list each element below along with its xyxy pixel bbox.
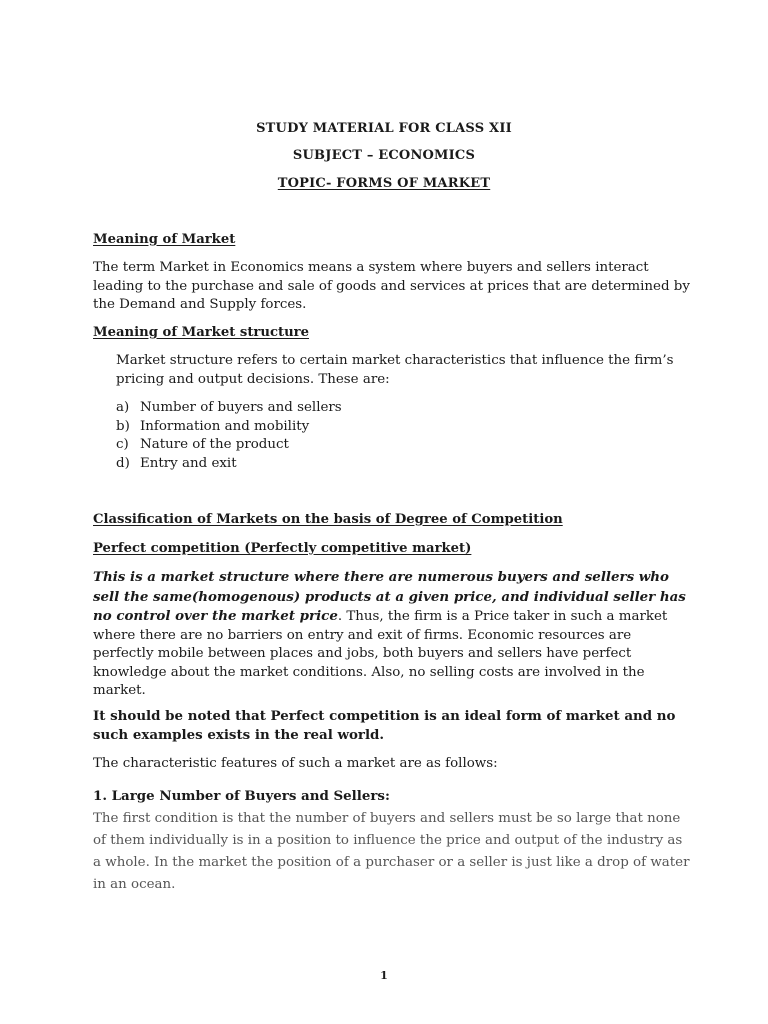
list-item: [116, 455, 676, 474]
heading-classification: Classification of Markets on the basis of Degree of Competition: [93, 512, 563, 527]
list-item-label: c): [116, 437, 129, 452]
paragraph-ideal-form-note: It should be noted that Perfect competition is an ideal form of market and no such examples exists in the real world.: [93, 708, 676, 743]
paragraph-market-structure: Market structure refers to certain market characteristics that influence the firm’s pricing and output decisions. These are:: [116, 353, 674, 387]
list-item: [116, 399, 676, 418]
list-item-text: Number of buyers and sellers: [140, 400, 342, 415]
list-item-text: Information and mobility: [140, 418, 310, 434]
paragraph-perfect-competition: [93, 568, 693, 701]
list-item-label: b): [116, 418, 130, 434]
title-class: STUDY MATERIAL FOR CLASS XII: [256, 121, 512, 136]
characteristics-list: [116, 399, 676, 473]
title-topic: TOPIC- FORMS OF MARKET: [277, 176, 491, 191]
page-number: 1: [380, 969, 388, 982]
title-subject: SUBJECT – ECONOMICS: [292, 148, 476, 163]
paragraph-feature-1: The first condition is that the number of buyers and sellers must be so large that none of them individually is in a position to influence the price and output of the industry as a whole. In the market the position of a purchaser or a seller is just like a drop of water in an ocean.: [93, 811, 690, 892]
definition-emphasis: This is a market structure where there are numerous buyers and sellers who sell the same(homogenous) products at a given price, and individual seller has no control over the market price: [93, 569, 686, 624]
list-item: [116, 418, 676, 437]
list-item-text: Nature of the product: [140, 437, 289, 452]
list-item: [116, 436, 676, 455]
paragraph-features-intro: The characteristic features of such a market are as follows:: [93, 756, 498, 771]
heading-perfect-competition: Perfect competition (Perfectly competitive market): [93, 541, 472, 556]
heading-meaning-of-market: Meaning of Market: [93, 232, 236, 247]
list-item-label: a): [116, 400, 130, 415]
list-item-text: Entry and exit: [140, 455, 237, 471]
heading-feature-1: 1. Large Number of Buyers and Sellers:: [93, 788, 390, 804]
heading-market-structure: Meaning of Market structure: [93, 325, 309, 340]
list-item-label: d): [116, 455, 130, 471]
paragraph-meaning-of-market: The term Market in Economics means a system where buyers and sellers interact leading to the purchase and sale of goods and services at prices that are determined by the Demand and Supply forces.: [93, 260, 690, 312]
definition-rest: . Thus, the firm is a Price taker in such a market where there are no barriers on entry and exit of firms. Economic resources are perfectly mobile between places and jobs, both buyers and sellers have perfect knowledge about the market conditions. Also, no selling costs are involved in the market.: [93, 609, 668, 698]
